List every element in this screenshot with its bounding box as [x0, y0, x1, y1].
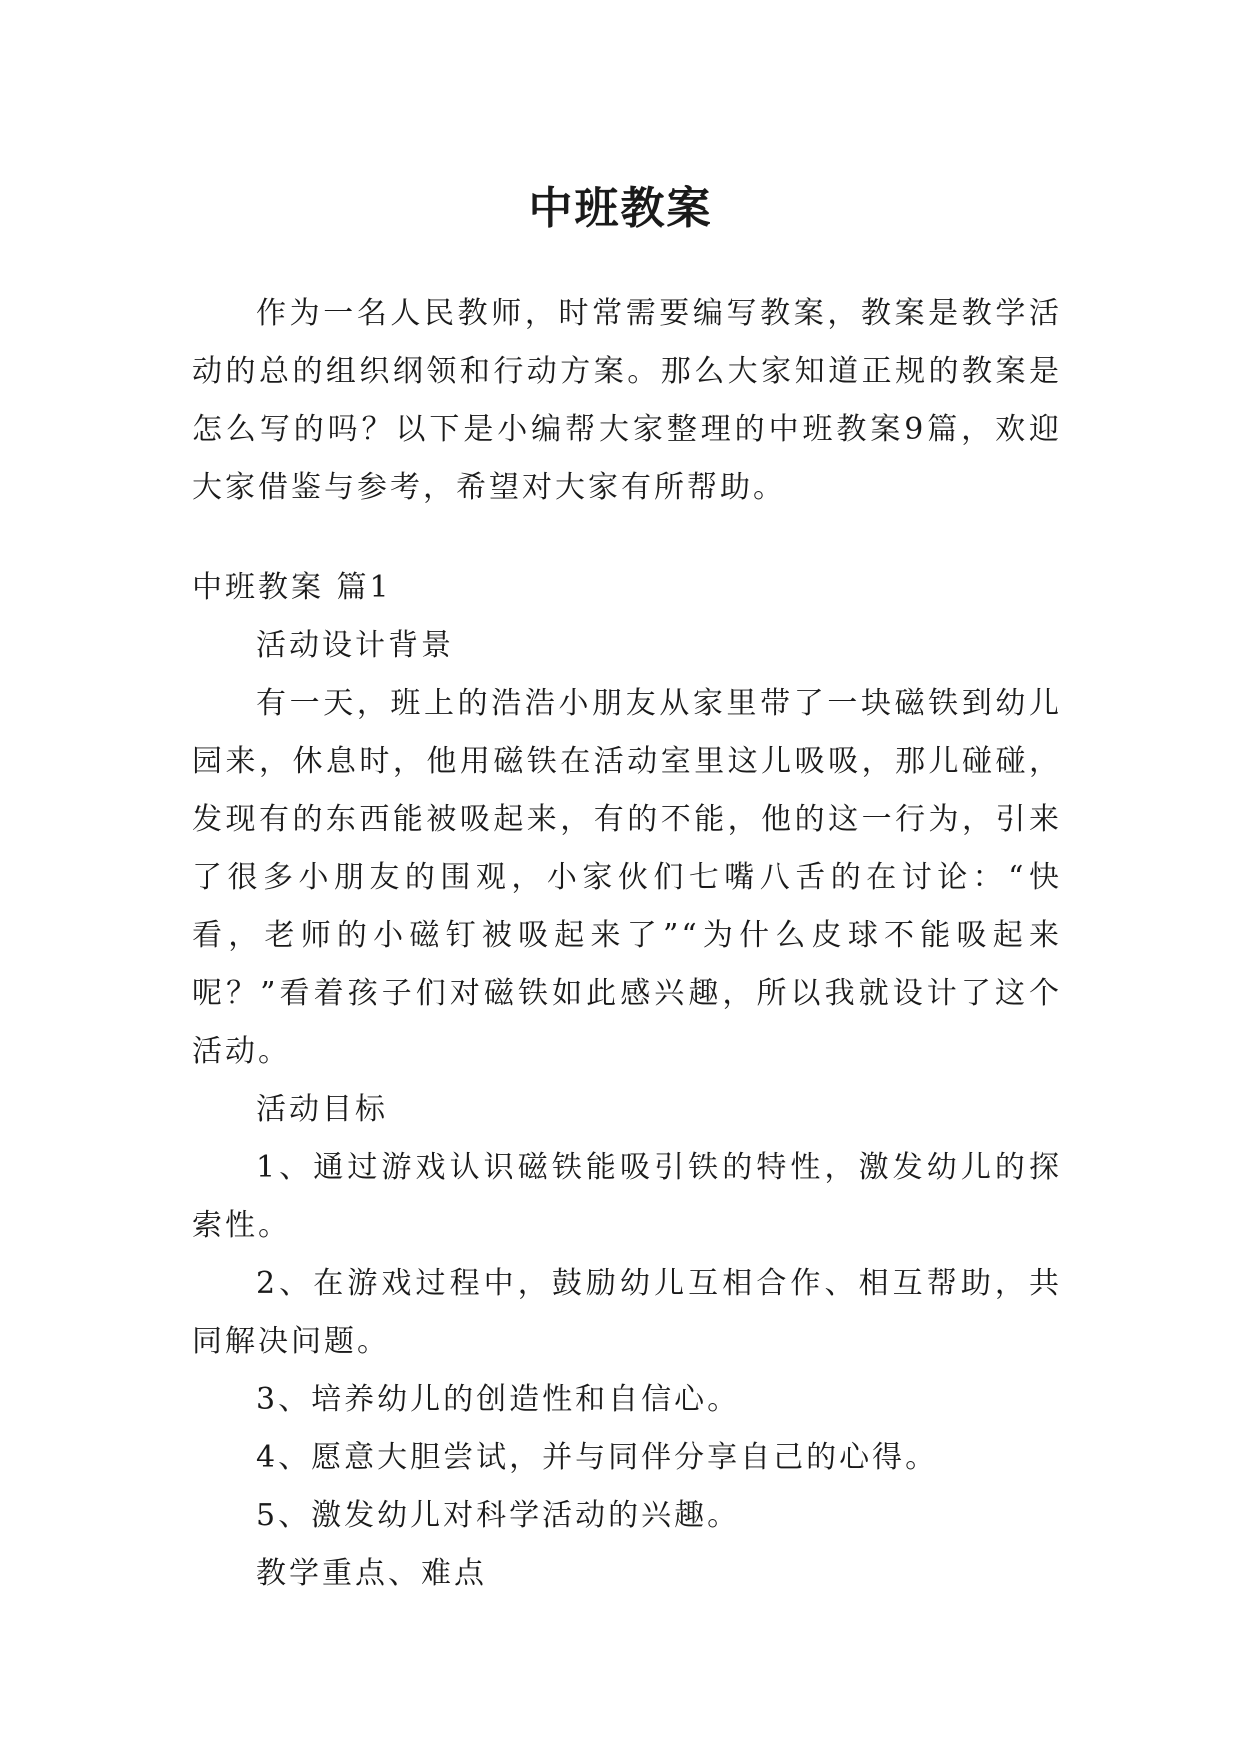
- goal-item: 1、通过游戏认识磁铁能吸引铁的特性，激发幼儿的探索性。: [192, 1150, 1062, 1243]
- document-body: [192, 285, 1062, 1603]
- goal-item: 3、培养幼儿的创造性和自信心。: [256, 1382, 741, 1417]
- paragraph-spacer: [192, 517, 1062, 559]
- goals-heading: 活动目标: [256, 1092, 388, 1127]
- page-title: 中班教案: [528, 183, 713, 235]
- background-heading: 活动设计背景: [256, 628, 454, 663]
- background-paragraph: 有一天，班上的浩浩小朋友从家里带了一块磁铁到幼儿园来，休息时，他用磁铁在活动室里这儿吸吸，那儿碰碰，发现有的东西能被吸起来，有的不能，他的这一行为，引来了很多小朋友的围观，小家伙们七嘴八舌的在讨论：“快看，老师的小磁钉被吸起来了”“为什么皮球不能吸起来呢？”看着孩子们对磁铁如此感兴趣，所以我就设计了这个活动。: [192, 686, 1062, 1069]
- section-title: 中班教案 篇1: [192, 570, 392, 605]
- key-points-heading: 教学重点、难点: [256, 1556, 487, 1591]
- goal-item: 4、愿意大胆尝试，并与同伴分享自己的心得。: [256, 1440, 939, 1475]
- intro-paragraph: 作为一名人民教师，时常需要编写教案，教案是教学活动的总的组织纲领和行动方案。那么大家知道正规的教案是怎么写的吗？以下是小编帮大家整理的中班教案9篇，欢迎大家借鉴与参考，希望对大家有所帮助。: [192, 296, 1062, 505]
- goal-item: 2、在游戏过程中，鼓励幼儿互相合作、相互帮助，共同解决问题。: [192, 1266, 1062, 1359]
- goal-item: 5、激发幼儿对科学活动的兴趣。: [256, 1498, 741, 1533]
